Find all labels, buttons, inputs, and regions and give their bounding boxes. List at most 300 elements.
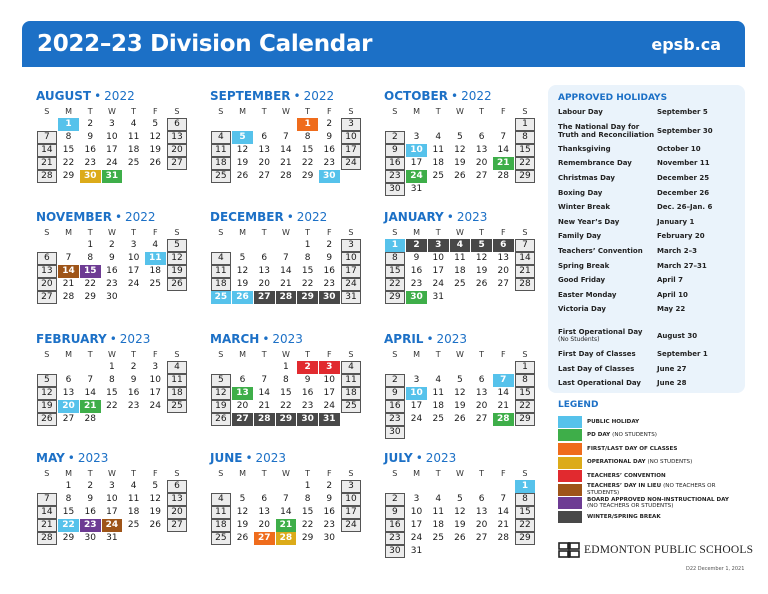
day-cell: 25 [211, 291, 231, 304]
holiday-name: Labour Day [558, 108, 603, 117]
month-name: OCTOBER [384, 89, 448, 103]
weekday-header [384, 226, 536, 239]
approved-holidays-panel [548, 85, 745, 393]
day-cell: 8 [65, 494, 72, 504]
weekday-label: M [65, 469, 72, 478]
weekday-label: M [239, 469, 246, 478]
month-title [210, 88, 362, 104]
day-cell: 14 [280, 266, 292, 276]
day-cell: 31 [341, 291, 361, 304]
weekday-label: S [174, 107, 180, 116]
weekday-label: T [435, 107, 441, 116]
day-cell: 27 [167, 157, 187, 170]
legend-label [587, 497, 729, 510]
day-cell: 16 [385, 400, 405, 413]
bullet-icon: • [67, 451, 75, 465]
weekday-header [210, 348, 362, 361]
day-cell: 11 [145, 252, 166, 265]
empty-cell [406, 361, 428, 374]
holiday-date: April 10 [657, 290, 688, 299]
weekday-label: T [131, 350, 137, 359]
holiday-date: February 20 [657, 232, 705, 241]
month-november [36, 209, 188, 304]
bullet-icon: • [293, 89, 301, 103]
weekday-label: T [261, 469, 267, 478]
day-cell: 12 [211, 387, 231, 400]
weekday-label: T [305, 469, 311, 478]
legend-note: (NO STUDENTS) [647, 459, 693, 466]
day-cell: 22 [515, 519, 535, 532]
day-cell: 22 [106, 401, 118, 411]
day-cell: 3 [413, 375, 420, 385]
month-december [210, 209, 362, 304]
empty-cell [253, 239, 275, 252]
weekday-label: T [87, 228, 93, 237]
weekday-label: T [87, 107, 93, 116]
weekday-label: M [239, 350, 246, 359]
day-cell: 31 [410, 184, 423, 194]
holiday-row [558, 288, 735, 303]
empty-cell [275, 239, 297, 252]
day-cell: 10 [106, 132, 118, 142]
day-cell: 6 [37, 252, 57, 265]
day-cell: 29 [62, 171, 75, 181]
empty-cell [406, 118, 428, 131]
day-cell: 20 [236, 401, 249, 411]
legend-item-lieu [558, 483, 748, 497]
holiday-date: October 10 [657, 144, 701, 153]
day-cell: 29 [515, 532, 535, 545]
day-cell: 8 [515, 374, 535, 387]
day-cell: 22 [280, 401, 292, 411]
bullet-icon: • [109, 332, 117, 346]
month-title [36, 331, 188, 347]
day-cell: 13 [258, 266, 270, 276]
day-cell: 29 [515, 170, 535, 183]
day-cell: 6 [478, 494, 485, 504]
weekday-label: T [131, 107, 137, 116]
day-cell: 13 [232, 387, 253, 400]
day-cell: 9 [326, 132, 333, 142]
day-cell: 11 [127, 132, 140, 142]
day-cell: 19 [211, 400, 231, 413]
day-cell: 11 [211, 144, 231, 157]
day-cell: 29 [62, 533, 75, 543]
legend-swatch [558, 429, 582, 441]
day-cell: 14 [280, 145, 292, 155]
day-cell: 29 [301, 533, 314, 543]
empty-cell [210, 118, 232, 131]
weekday-label: W [455, 228, 464, 237]
day-cell: 18 [432, 401, 444, 411]
day-cell: 17 [410, 158, 423, 168]
weekday-label: F [326, 228, 332, 237]
day-cell: 9 [385, 144, 405, 157]
holiday-row [558, 156, 735, 171]
operational-label: Last Operational Day [558, 379, 641, 388]
day-grid [36, 118, 188, 183]
weekday-label: T [305, 228, 311, 237]
operational-label: Last Day of Classes [558, 364, 635, 373]
day-cell: 4 [211, 252, 231, 265]
day-cell: 12 [149, 494, 161, 504]
day-cell: 30 [106, 292, 118, 302]
legend-note: (NO TEACHERS OR STUDENTS) [587, 483, 716, 496]
legend-label [587, 473, 666, 480]
weekday-label: S [392, 228, 398, 237]
day-cell: 6 [261, 132, 268, 142]
day-cell: 19 [454, 401, 466, 411]
weekday-label: W [455, 107, 464, 116]
empty-cell [36, 361, 58, 374]
day-cell: 8 [385, 252, 405, 265]
empty-cell [471, 480, 493, 493]
day-cell: 5 [457, 494, 463, 504]
holiday-name: Christmas Day [558, 174, 615, 183]
month-name: JUNE [210, 451, 243, 465]
day-cell: 23 [106, 279, 118, 289]
day-cell: 23 [323, 279, 335, 289]
day-cell: 26 [236, 171, 249, 181]
day-cell: 11 [167, 374, 187, 387]
day-cell: 21 [276, 519, 297, 532]
day-cell: 22 [301, 520, 314, 530]
day-cell: 5 [239, 494, 246, 504]
day-cell: 3 [341, 118, 361, 131]
epsb-logo-text: EDMONTON PUBLIC SCHOOLS [584, 544, 754, 556]
day-cell: 13 [62, 388, 75, 398]
weekday-header [384, 467, 536, 480]
bullet-icon: • [446, 210, 454, 224]
day-cell: 13 [475, 145, 488, 155]
day-cell: 15 [62, 145, 75, 155]
day-cell: 28 [37, 532, 57, 545]
day-cell: 27 [167, 519, 187, 532]
operational-date: September 1 [657, 350, 708, 359]
weekday-label: S [44, 350, 50, 359]
day-cell: 29 [385, 291, 405, 304]
month-year: 2023 [425, 451, 457, 465]
day-cell: 24 [410, 533, 423, 543]
day-cell: 4 [435, 132, 442, 142]
page-title: 2022–23 Division Calendar [37, 31, 373, 57]
day-cell: 22 [301, 279, 314, 289]
day-cell: 2 [87, 119, 94, 129]
day-cell: 24 [102, 519, 123, 532]
legend-note: (NO STUDENTS) [612, 432, 657, 439]
day-cell: 16 [127, 388, 140, 398]
month-april [384, 331, 536, 439]
holiday-name: Remembrance Day [558, 159, 632, 168]
legend-label-text: BOARD APPROVED NON-INSTRUCTIONAL DAY [587, 496, 729, 503]
legend-swatch [558, 484, 582, 496]
legend-label-text: TEACHERS’ DAY IN LIEU [587, 483, 662, 490]
day-cell: 1 [283, 362, 289, 372]
weekday-label: M [413, 469, 420, 478]
weekday-label: T [479, 350, 485, 359]
day-grid [210, 480, 362, 545]
day-grid [210, 239, 362, 304]
holiday-date: March 2–3 [657, 247, 697, 256]
day-cell: 9 [385, 387, 405, 400]
day-cell: 2 [385, 493, 405, 506]
day-cell: 9 [326, 253, 333, 263]
day-cell: 4 [167, 361, 187, 374]
day-cell: 19 [454, 520, 466, 530]
day-cell: 6 [493, 239, 514, 252]
legend-swatch [558, 470, 582, 482]
day-cell: 14 [497, 145, 509, 155]
day-cell: 23 [385, 532, 405, 545]
day-cell: 15 [80, 265, 101, 278]
day-cell: 16 [323, 266, 335, 276]
day-cell: 20 [475, 520, 488, 530]
day-grid [384, 239, 536, 304]
month-year: 2023 [436, 332, 468, 346]
day-cell: 11 [432, 388, 444, 398]
day-cell: 8 [65, 132, 72, 142]
day-cell: 9 [87, 494, 94, 504]
day-cell: 4 [130, 119, 137, 129]
day-cell: 15 [515, 387, 535, 400]
day-cell: 11 [341, 374, 361, 387]
day-cell: 2 [109, 240, 115, 250]
legend-label-text: TEACHERS’ CONVENTION [587, 472, 666, 479]
day-cell: 10 [341, 493, 361, 506]
day-cell: 20 [58, 400, 79, 413]
day-cell: 26 [454, 533, 466, 543]
day-cell: 5 [471, 239, 492, 252]
day-cell: 22 [515, 400, 535, 413]
day-cell: 4 [435, 375, 442, 385]
weekday-label: F [326, 350, 332, 359]
day-cell: 15 [515, 506, 535, 519]
legend-list [558, 415, 748, 524]
empty-cell [471, 361, 493, 374]
month-year: 2023 [119, 332, 151, 346]
day-cell: 15 [301, 266, 314, 276]
empty-cell [427, 118, 449, 131]
empty-cell [253, 480, 275, 493]
day-cell: 21 [62, 279, 75, 289]
weekday-label: T [435, 350, 441, 359]
day-cell: 13 [37, 265, 57, 278]
month-title [384, 450, 536, 466]
empty-cell [492, 361, 514, 374]
empty-cell [275, 480, 297, 493]
empty-cell [253, 361, 275, 374]
holiday-row [558, 215, 735, 230]
day-cell: 19 [236, 158, 249, 168]
weekday-label: M [413, 350, 420, 359]
day-cell: 24 [341, 157, 361, 170]
month-january [384, 209, 536, 304]
weekday-label: W [455, 350, 464, 359]
holiday-name: The National Day for Truth and Reconciliation [558, 122, 655, 139]
legend-label-text: OPERATIONAL DAY [587, 459, 646, 466]
legend [558, 398, 748, 524]
holiday-row [558, 273, 735, 288]
day-cell: 3 [319, 361, 340, 374]
day-cell: 1 [87, 240, 94, 250]
legend-note: (NO TEACHERS OR STUDENTS) [587, 503, 674, 510]
month-title [210, 450, 362, 466]
day-cell: 7 [500, 132, 507, 142]
day-cell: 24 [323, 401, 335, 411]
day-cell: 12 [454, 388, 466, 398]
day-cell: 31 [432, 292, 444, 302]
empty-cell [79, 361, 101, 374]
legend-item-firstlast [558, 442, 748, 456]
month-year: 2022 [125, 210, 156, 224]
day-cell: 31 [106, 533, 118, 543]
day-cell: 27 [62, 414, 75, 424]
day-cell: 7 [283, 132, 289, 142]
empty-cell [492, 118, 514, 131]
day-cell: 15 [62, 507, 75, 517]
month-year: 2022 [104, 89, 135, 103]
day-cell: 3 [341, 239, 361, 252]
epsb-logo [558, 542, 753, 558]
weekday-label: F [500, 350, 506, 359]
day-cell: 28 [280, 171, 292, 181]
weekday-header [210, 226, 362, 239]
bullet-icon: • [114, 210, 123, 224]
day-cell: 19 [454, 158, 466, 168]
day-cell: 9 [304, 375, 311, 385]
month-february [36, 331, 188, 426]
day-cell: 26 [232, 291, 253, 304]
holiday-row [558, 105, 735, 120]
weekday-label: T [435, 228, 441, 237]
day-cell: 7 [37, 131, 57, 144]
day-cell: 23 [84, 158, 96, 168]
day-grid [384, 361, 536, 439]
site-link[interactable]: epsb.ca [651, 34, 721, 54]
day-cell: 20 [258, 279, 270, 289]
day-cell: 17 [323, 388, 335, 398]
day-cell: 21 [497, 520, 509, 530]
empty-cell [384, 118, 406, 131]
day-cell: 9 [385, 506, 405, 519]
operational-row [558, 361, 735, 376]
empty-cell [232, 118, 254, 131]
weekday-label: T [131, 228, 137, 237]
month-name: SEPTEMBER [210, 89, 291, 103]
day-cell: 12 [454, 145, 466, 155]
day-cell: 3 [428, 239, 449, 252]
day-cell: 15 [106, 388, 118, 398]
weekday-label: F [152, 350, 158, 359]
day-cell: 27 [475, 171, 488, 181]
holiday-row [558, 258, 735, 273]
empty-cell [384, 361, 406, 374]
day-cell: 7 [283, 494, 289, 504]
day-cell: 3 [109, 481, 115, 491]
empty-cell [427, 480, 449, 493]
weekday-label: T [305, 350, 311, 359]
legend-label-text: PD DAY [587, 432, 611, 439]
day-cell: 19 [149, 145, 161, 155]
day-cell: 12 [454, 507, 466, 517]
day-cell: 23 [385, 413, 405, 426]
day-cell: 21 [493, 157, 514, 170]
day-cell: 16 [385, 157, 405, 170]
day-cell: 13 [258, 507, 270, 517]
operational-date: August 30 [657, 331, 698, 340]
day-cell: 10 [106, 494, 118, 504]
legend-swatch [558, 511, 582, 523]
weekday-header [210, 105, 362, 118]
empty-cell [232, 480, 254, 493]
day-cell: 19 [149, 507, 161, 517]
weekday-label: S [218, 350, 224, 359]
day-cell: 23 [323, 520, 335, 530]
holiday-row [558, 229, 735, 244]
weekday-label: S [44, 469, 50, 478]
day-cell: 7 [283, 253, 289, 263]
day-cell: 19 [236, 520, 249, 530]
empty-cell [210, 480, 232, 493]
day-cell: 2 [326, 119, 333, 129]
weekday-label: S [392, 107, 398, 116]
holiday-row [558, 244, 735, 259]
day-cell: 10 [341, 131, 361, 144]
month-october [384, 88, 536, 196]
holiday-row [558, 200, 735, 215]
day-cell: 19 [236, 279, 249, 289]
empty-cell [406, 480, 428, 493]
weekday-label: M [65, 350, 72, 359]
day-cell: 22 [84, 279, 96, 289]
day-cell: 1 [515, 118, 535, 131]
day-cell: 6 [478, 132, 485, 142]
day-cell: 21 [258, 401, 270, 411]
weekday-label: W [455, 469, 464, 478]
operational-dates-list [558, 325, 735, 391]
day-cell: 11 [211, 506, 231, 519]
day-cell: 16 [84, 507, 96, 517]
empty-cell [384, 480, 406, 493]
day-cell: 20 [167, 144, 187, 157]
weekday-label: M [65, 107, 72, 116]
day-cell: 13 [497, 253, 509, 263]
operational-row [558, 376, 735, 391]
day-cell: 12 [236, 266, 249, 276]
month-year: 2022 [461, 89, 492, 103]
day-cell: 28 [37, 170, 57, 183]
holiday-date: May 22 [657, 305, 686, 314]
day-cell: 29 [84, 292, 96, 302]
day-cell: 27 [475, 414, 488, 424]
day-cell: 1 [58, 118, 79, 131]
day-cell: 13 [258, 145, 270, 155]
month-name: NOVEMBER [36, 210, 112, 224]
day-cell: 5 [152, 481, 159, 491]
day-cell: 28 [62, 292, 75, 302]
empty-cell [232, 361, 254, 374]
day-cell: 1 [297, 118, 318, 131]
day-cell: 20 [258, 158, 270, 168]
day-cell: 28 [497, 533, 509, 543]
holiday-row [558, 120, 735, 142]
day-cell: 6 [167, 118, 187, 131]
day-cell: 1 [65, 481, 72, 491]
legend-item-convention [558, 469, 748, 483]
holiday-name: Winter Break [558, 203, 611, 212]
weekday-label: W [107, 469, 116, 478]
day-cell: 7 [65, 253, 72, 263]
